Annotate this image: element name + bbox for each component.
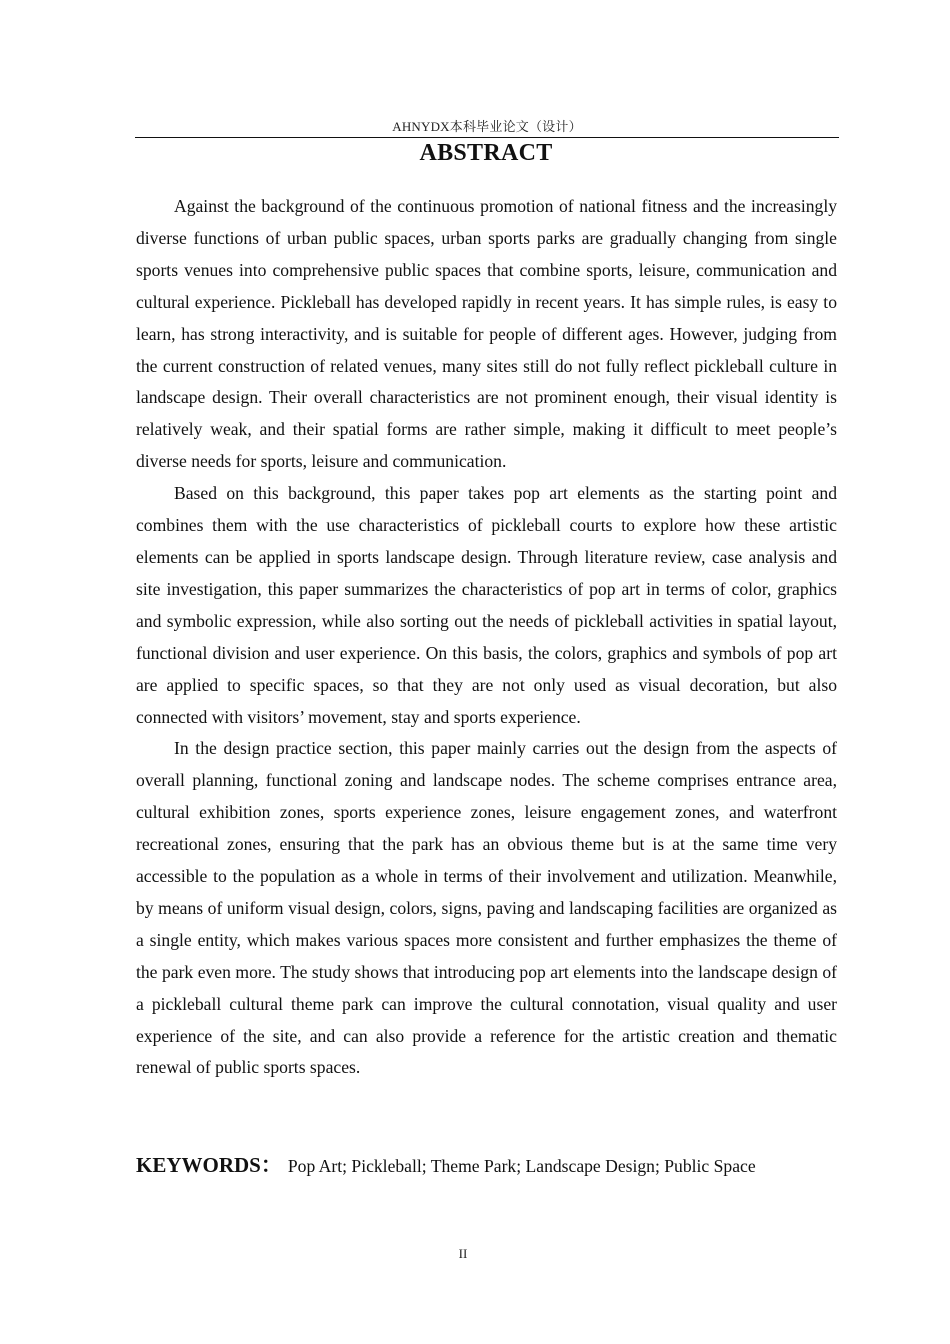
abstract-body <box>136 191 837 1084</box>
page-number: II <box>458 1246 468 1261</box>
header-divider <box>135 137 839 138</box>
abstract-paragraph-3: In the design practice section, this paper mainly carries out the design from the aspects of overall planning, functional zoning and landscape nodes. The scheme comprises entrance area, cultural exhibition zones, sports experience zones, leisure engagement zones, and waterfront recreational zones, ensuring that the park has an obvious theme but is at the same time very accessible to the population as a whole in terms of their involvement and utilization. Meanwhile, by means of uniform visual design, colors, signs, paving and landscaping facilities are organized as a single entity, which makes various spaces more consistent and further emphasizes the theme of the park even more. The study shows that introducing pop art elements into the landscape design of a pickleball cultural theme park can improve the cultural connotation, visual quality and user experience of the site, and can also provide a reference for the artistic creation and thematic renewal of public sports spaces. <box>136 738 837 1078</box>
keywords-separator: ： <box>260 1153 282 1177</box>
keywords-label: KEYWORDS <box>136 1153 261 1177</box>
abstract-paragraph-1: Against the background of the continuous promotion of national fitness and the increasingly diverse functions of urban public spaces, urban sports parks are gradually changing from single sports venues into comprehensive public spaces that combine sports, leisure, communication and cultural experience. Pickleball has developed rapidly in recent years. It has simple rules, is easy to learn, has strong interactivity, and is suitable for people of different ages. However, judging from the current construction of related venues, many sites still do not fully reflect pickleball culture in landscape design. Their overall characteristics are not prominent enough, their visual identity is relatively weak, and their spatial forms are rather simple, making it difficult to meet people’s diverse needs for sports, leisure and communication. <box>136 196 837 472</box>
keywords-line <box>136 1150 837 1181</box>
abstract-title: ABSTRACT <box>419 140 553 166</box>
keywords-text: Pop Art; Pickleball; Theme Park; Landscape Design; Public Space <box>287 1156 756 1176</box>
running-header: AHNYDX本科毕业论文（设计） <box>392 119 582 134</box>
abstract-paragraph-2: Based on this background, this paper takes pop art elements as the starting point and combines them with the use characteristics of pickleball courts to explore how these artistic elements can be applied in sports landscape design. Through literature review, case analysis and site investigation, this paper summarizes the characteristics of pop art in terms of color, graphics and symbolic expression, while also sorting out the needs of pickleball activities in spatial layout, functional division and user experience. On this basis, the colors, graphics and symbols of pop art are applied to specific spaces, so that they are not only used as visual decoration, but also connected with visitors’ movement, stay and sports experience. <box>136 483 837 727</box>
